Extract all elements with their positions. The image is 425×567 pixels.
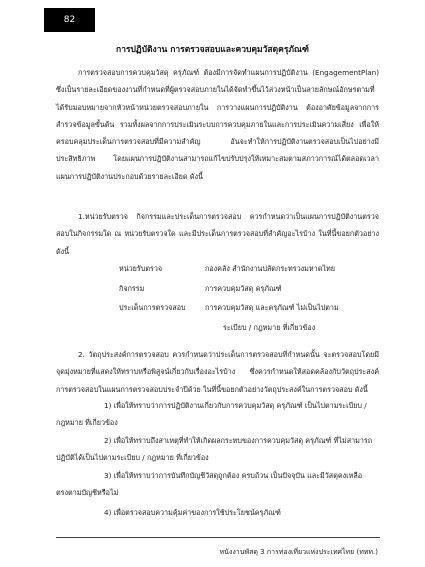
page-title: การปฏิบัติงาน การตรวจสอบและควบคุมวัสดุครุภัณฑ์ [116,45,309,55]
table-value: ระเบียบ / กฎหมาย ที่เกี่ยวข้อง [223,322,316,332]
table-label: ประเด็นการตรวจสอบ [119,303,186,312]
page-footer: หนังงานพัสดุ 3 การท่องเที่ยวแห่งประเทศไทย (ททท.) [219,548,378,556]
objective-3-line-1: 3) เพื่อให้ทราบว่าการบันทึกบัญชีวัสดุถูกต้อง ครบถ้วน เป็นปัจจุบัน และมีวัสดุคงเหลือ [104,471,363,480]
table-label: หน่วยรับตรวจ [119,264,163,273]
table-row [119,264,339,284]
section-1-paragraph: 1.หน่วยรับตรวจ กิจกรรมและประเด็นการตรวจสอบ ควรกำหนดว่าเป็นแผนการปฏิบัติงานตรวจสอบในกิจกรรมใด ณ หน่วยรับตรวจใด และมีประเด็นการตรวจสอบที่สำคัญอะไรบ้าง ในที่นี้ขอยกตัวอย่าง ดังนี้ [56,212,379,256]
objective-1-line-2: กฎหมาย ที่เกี่ยวข้อง [56,418,118,427]
table-value: การควบคุมวัสดุ ครุภัณฑ์ [205,283,282,293]
intro-paragraph: การตรวจสอบการควบคุมวัสดุ ครุภัณฑ์ ต้องมีการจัดทำแผนการปฏิบัติงาน (EngagementPlan) ซึ่งเป็นรายละเอียดของงานที่กำหนดที่ผู้ตรวจสอบภายในได้จัดทำขึ้นไว้ล่วงหน้าเป็นลายลักษณ์อักษรตามที่ได้รับมอบหมายจากหัวหน้าหน่วยตรวจสอบภายใน การวางแผนการปฏิบัติงาน ต้องอาศัยข้อมูลจากการสำรวจข้อมูลขั้นต้น รวมทั้งผลจากการประเมินระบบการควบคุมภายในและการประเมินความเสี่ยง เพื่อให้ครอบคลุมประเด็นการตรวจสอบที่มีความสำคัญ อันจะทำให้การปฏิบัติงานตรวจสอบเป็นไปอย่างมีประสิทธิภาพ โดยแผนการปฏิบัติงานสามารถแก้ไขปรับปรุงให้เหมาะสมตามสภาวการณ์ได้ตลอดเวลา แผนการปฏิบัติงานประกอบด้วยรายละเอียด ดังนี้ [56,68,379,181]
table-value: การควบคุมวัสดุ และครุภัณฑ์ ไม่เป็นไปตาม [205,303,339,312]
table-label [119,323,205,343]
table-value: กองคลัง สำนักงานปลัดกระทรวงมหาดไทย [205,264,335,273]
objective-2-line-2: ปฏิบัติได้เป็นไปตามระเบียบ / กฎหมาย ที่เกี่ยวข้อง [56,453,209,462]
audit-info-table [119,264,339,342]
objective-2-line-1: 2) เพื่อให้ทราบถึงสาเหตุที่ทำให้เกิดผลกระทบของการควบคุมวัสดุ ครุภัณฑ์ ที่ไม่สามารถ [104,436,373,445]
footer-divider [56,537,380,538]
objective-4-line-1: 4) เพื่อตรวจสอบความคุ้มค่าของการใช้ประโยชน์ครุภัณฑ์ [104,508,281,517]
section-2-paragraph: 2. วัตถุประสงค์การตรวจสอบ ควรกำหนดว่าประเด็นการตรวจสอบที่กำหนดนั้น จะตรวจสอบโดยมีจุดมุ่งหมายที่แสดงให้ทราบหรือพิสูจน์เกี่ยวกับเรื่องอะไรบ้าง ซึ่งควรกำหนดให้สอดคล้องกับวัตถุประสงค์การตรวจสอบในแผนการตรวจสอบประจำปีด้วย ในที่นี้ขอยกตัวอย่างวัตถุประสงค์ในการตรวจสอบ ดังนี้ [56,350,379,394]
table-row [119,303,339,323]
table-label: กิจกรรม [119,283,145,293]
table-row [119,284,339,304]
objective-3-line-2: ตรงตามบัญชีหรือไม่ [56,488,119,497]
page-number-badge: 82 [44,8,95,32]
table-row [119,323,339,343]
objective-1-line-1: 1) เพื่อให้ทราบว่าการปฏิบัติงานเกี่ยวกับการควบคุมวัสดุ ครุภัณฑ์ เป็นไปตามระเบียบ / [104,401,367,410]
